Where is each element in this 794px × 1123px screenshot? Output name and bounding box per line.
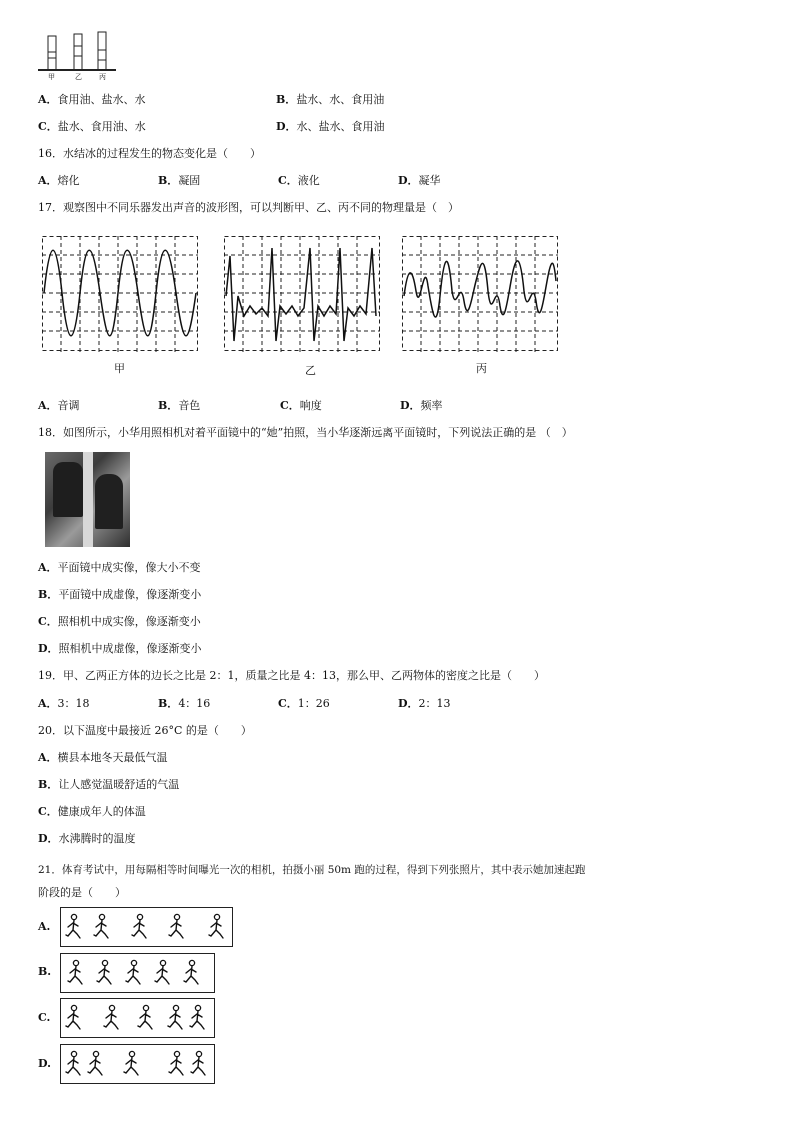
q15-option-d[interactable] <box>276 118 385 134</box>
q16-option-d[interactable] <box>398 172 441 188</box>
q17-option-d[interactable] <box>400 397 443 413</box>
q18-stem: 18．如图所示，小华用照相机对着平面镜中的“她”拍照，当小华逐渐远离平面镜时，下列说法正确的是 （ ） <box>38 426 573 439</box>
option-letter: C． <box>38 805 58 818</box>
runner-icon <box>169 914 183 938</box>
cylinder-label-2: 乙 <box>75 73 82 81</box>
option-text: 音色 <box>178 399 201 412</box>
q21-option-c-letter[interactable]: C. <box>38 1011 51 1024</box>
option-text: 盐水、水、食用油 <box>296 93 385 106</box>
q15-option-c[interactable] <box>38 118 146 134</box>
q20-stem: 20．以下温度中最接近 26°C 的是（ ） <box>38 724 252 737</box>
option-letter: B． <box>38 778 59 791</box>
q19-stem: 19．甲、乙两正方体的边长之比是 2：1，质量之比是 4：13，那么甲、乙两物体的密度之比是（ ） <box>38 669 545 682</box>
option-text: 照相机中成实像，像逐渐变小 <box>57 615 201 628</box>
runner-icon <box>168 1005 182 1029</box>
runner-icon <box>94 914 108 938</box>
q17-option-a[interactable] <box>38 397 80 413</box>
q21-option-d-letter[interactable]: D. <box>38 1057 51 1070</box>
runner-icon <box>124 1051 138 1075</box>
option-letter: D． <box>38 642 59 655</box>
runner-icon <box>155 960 169 984</box>
option-letter: A． <box>38 93 58 106</box>
runner-icon <box>66 1051 80 1075</box>
q16-option-c[interactable] <box>278 172 320 188</box>
runner-icon <box>126 960 140 984</box>
option-letter: D． <box>398 174 419 187</box>
runner-icon <box>138 1005 152 1029</box>
q18-option-b[interactable] <box>38 586 201 602</box>
runner-icon <box>88 1051 102 1075</box>
q21-strip-d[interactable] <box>60 1044 215 1084</box>
q20-option-d[interactable] <box>38 830 136 846</box>
option-letter: B． <box>158 697 179 710</box>
runner-icon <box>97 960 111 984</box>
q21-option-a-letter[interactable]: A. <box>38 920 51 933</box>
q19-option-b[interactable] <box>158 695 210 711</box>
runner-icon <box>132 914 146 938</box>
q19-option-c[interactable] <box>278 695 330 711</box>
option-letter: B． <box>158 399 179 412</box>
q17-option-c[interactable] <box>280 397 322 413</box>
q18-option-d[interactable] <box>38 640 202 656</box>
q15-option-a[interactable] <box>38 91 146 107</box>
option-text: 熔化 <box>57 174 80 187</box>
option-text: 音调 <box>57 399 80 412</box>
option-text: 响度 <box>299 399 322 412</box>
photo-figure-right <box>95 474 123 529</box>
option-text: 健康成年人的体温 <box>57 805 146 818</box>
option-text: 食用油、盐水、水 <box>57 93 146 106</box>
runner-icon <box>191 1051 205 1075</box>
option-text: 盐水、食用油、水 <box>57 120 146 133</box>
option-text: 频率 <box>420 399 443 412</box>
runner-strip-b <box>61 954 214 992</box>
q19-option-d[interactable] <box>398 695 451 711</box>
option-letter: A． <box>38 174 58 187</box>
runner-icon <box>104 1005 118 1029</box>
option-letter: D． <box>38 832 59 845</box>
q20-option-b[interactable] <box>38 776 179 792</box>
runner-strip-d <box>61 1045 214 1083</box>
option-text: 平面镜中成虚像，像逐渐变小 <box>58 588 202 601</box>
waveform-label-yi: 乙 <box>305 364 316 377</box>
q16-option-b[interactable] <box>158 172 200 188</box>
waveform-label-jia: 甲 <box>114 362 125 375</box>
waveform-label-bing: 丙 <box>476 362 487 375</box>
option-letter: D． <box>400 399 421 412</box>
option-letter: D． <box>276 120 297 133</box>
q21-strip-a[interactable] <box>60 907 233 947</box>
option-text: 液化 <box>297 174 320 187</box>
q21-stem-line1: 21．体育考试中，用每隔相等时间曝光一次的相机，拍摄小丽 50m 跑的过程，得到下列张照片，其中表示她加速起跑 <box>38 864 586 876</box>
option-letter: C． <box>280 399 300 412</box>
q17-stem: 17．观察图中不同乐器发出声音的波形图，可以判断甲、乙、丙不同的物理量是（ ） <box>38 201 459 214</box>
option-text: 凝固 <box>178 174 201 187</box>
runner-icon <box>68 960 82 984</box>
option-text: 凝华 <box>418 174 441 187</box>
photo-figure-left <box>53 462 83 517</box>
waveform-bing <box>402 236 558 352</box>
runner-icon <box>209 914 223 938</box>
runner-icon <box>66 1005 80 1029</box>
q16-stem: 16．水结冰的过程发生的物态变化是（ ） <box>38 147 261 160</box>
q16-option-a[interactable] <box>38 172 80 188</box>
waveform-jia <box>42 236 198 352</box>
q17-option-b[interactable] <box>158 397 200 413</box>
option-letter: A． <box>38 697 58 710</box>
cylinder-label-1: 甲 <box>48 73 55 81</box>
option-text: 1：26 <box>297 697 330 710</box>
option-text: 水、盐水、食用油 <box>296 120 385 133</box>
option-text: 照相机中成虚像，像逐渐变小 <box>58 642 202 655</box>
option-letter: B． <box>38 588 59 601</box>
option-text: 4：16 <box>178 697 211 710</box>
option-text: 平面镜中成实像，像大小不变 <box>57 561 201 574</box>
option-text: 2：13 <box>418 697 451 710</box>
q21-strip-b[interactable] <box>60 953 215 993</box>
runner-icon <box>66 914 80 938</box>
waveform-yi <box>224 236 380 352</box>
q20-option-c[interactable] <box>38 803 146 819</box>
runner-strip-c <box>61 999 214 1037</box>
runner-strip-a <box>61 908 232 946</box>
option-letter: C． <box>38 615 58 628</box>
option-text: 让人感觉温暖舒适的气温 <box>58 778 180 791</box>
q18-option-c[interactable] <box>38 613 201 629</box>
runner-icon <box>184 960 198 984</box>
option-text: 3：18 <box>57 697 90 710</box>
option-letter: D． <box>398 697 419 710</box>
q21-option-b-letter[interactable]: B. <box>38 965 52 978</box>
q21-strip-c[interactable] <box>60 998 215 1038</box>
q20-option-a[interactable] <box>38 749 168 765</box>
option-letter: C． <box>278 697 298 710</box>
q18-option-a[interactable] <box>38 559 201 575</box>
option-text: 横县本地冬天最低气温 <box>57 751 168 764</box>
runner-icon <box>169 1051 183 1075</box>
option-letter: B． <box>158 174 179 187</box>
option-letter: A． <box>38 751 58 764</box>
option-letter: C． <box>38 120 58 133</box>
runner-icon <box>190 1005 204 1029</box>
mirror-photo <box>45 452 130 547</box>
option-text: 水沸腾时的温度 <box>58 832 136 845</box>
option-letter: B． <box>276 93 297 106</box>
q15-option-b[interactable] <box>276 91 384 107</box>
q19-option-a[interactable] <box>38 695 90 711</box>
option-letter: A． <box>38 399 58 412</box>
photo-divider <box>83 452 93 547</box>
q21-stem-line2: 阶段的是（ ） <box>38 886 126 899</box>
cylinder-label-3: 丙 <box>99 73 106 81</box>
option-letter: A． <box>38 561 58 574</box>
option-letter: C． <box>278 174 298 187</box>
